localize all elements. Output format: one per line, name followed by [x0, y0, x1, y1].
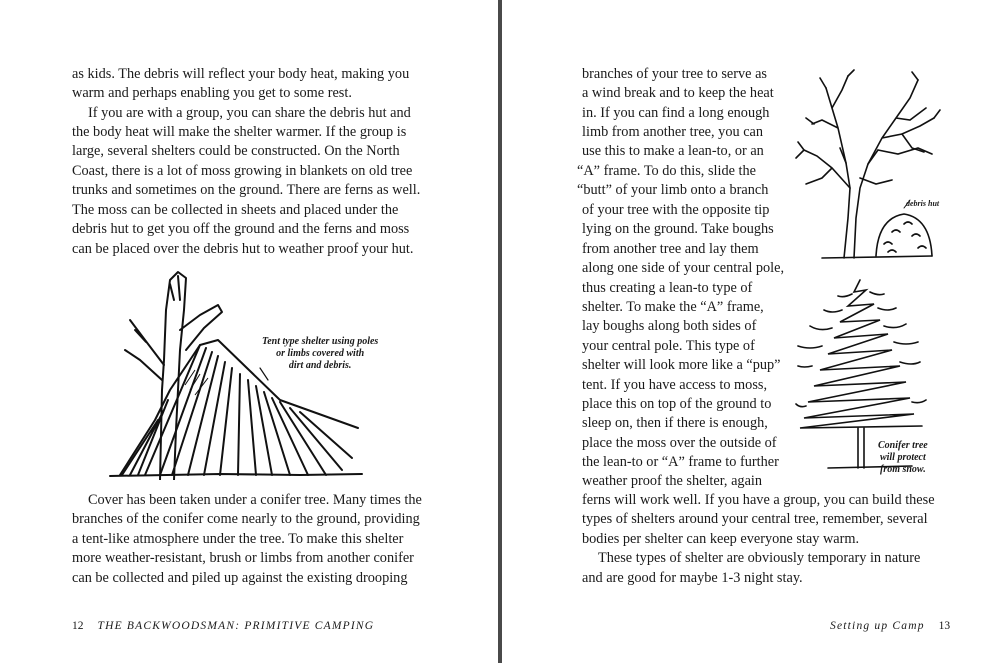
text-line: place the moss over the outside of [582, 435, 777, 451]
tent-figure-caption: Tent type shelter using poles or limbs covered with dirt and debris. [262, 336, 379, 371]
text-line: Cover has been taken under a conifer tree. Many times the [88, 492, 422, 508]
text-line: sleep on, then if there is enough, [582, 415, 768, 431]
text-line: branches of your tree to serve as [582, 66, 767, 82]
tent-shelter-illustration [100, 270, 370, 480]
text-line: a wind break and to keep the heat [582, 85, 774, 101]
text-line: shelter will look more like a “pup” [582, 357, 781, 373]
text-line: “butt” of your limb onto a branch [577, 182, 769, 198]
text-line: place this on top of the ground to [582, 396, 772, 412]
text-line: debris hut to get you off the ground and the ferns and moss [72, 221, 410, 237]
text-line: large, several shelters could be constructed. On the North [72, 143, 400, 159]
text-line: the lean-to or “A” frame to further [582, 454, 779, 470]
text-line: and are good for maybe 1-3 night stay. [582, 570, 803, 586]
text-line: These types of shelter are obviously temporary in nature [598, 550, 921, 566]
text-line: ferns will work well. If you have a group, you can build these [582, 492, 935, 508]
text-line: more weather-resistant, brush or limbs from another conifer [72, 550, 414, 566]
text-line: from another tree and lay them [582, 241, 759, 257]
text-line: types of shelters around your central tree, remember, several [582, 511, 928, 527]
text-line: lay boughs along both sides of [582, 318, 757, 334]
text-line: “A” frame. To do this, slide the [577, 163, 756, 179]
running-head: Setting up Camp [830, 620, 925, 632]
conifer-tree-illustration [792, 278, 952, 473]
left-footer [72, 620, 374, 632]
right-page [502, 0, 1000, 663]
text-line: weather proof the shelter, again [582, 473, 763, 489]
text-line: can be placed over the debris hut to weather proof your hut. [72, 241, 414, 257]
running-head: THE BACKWOODSMAN: PRIMITIVE CAMPING [97, 620, 375, 632]
left-page [0, 0, 498, 663]
text-line: thus creating a lean-to type of [582, 280, 753, 296]
text-line: If you are with a group, you can share the debris hut and [88, 105, 411, 121]
text-line: Coast, there is a lot of moss growing in blankets on old tree [72, 163, 413, 179]
text-line: limb from another tree, you can [582, 124, 764, 140]
text-line: The moss can be collected in sheets and placed under the [72, 202, 399, 218]
page-number: 12 [72, 620, 84, 632]
text-line: warm and perhaps enabling you get to some rest. [72, 85, 352, 101]
text-line: trunks and sometimes on the ground. There are ferns as well. [72, 182, 421, 198]
text-line: branches of the conifer come nearly to the ground, providing [72, 511, 420, 527]
text-line: the body heat will make the shelter warmer. If the group is [72, 124, 407, 140]
text-line: can be collected and piled up against the existing drooping [72, 570, 408, 586]
page-number: 13 [938, 620, 951, 632]
debris-hut-label: debris hut [906, 199, 940, 208]
text-line: in. If you can find a long enough [582, 105, 770, 121]
text-line: bodies per shelter can keep everyone stay warm. [582, 531, 860, 547]
bare-tree-debris-hut-illustration [792, 68, 942, 268]
text-line: lying on the ground. Take boughs [582, 221, 774, 237]
text-line: tent. If you have access to moss, [582, 377, 768, 393]
text-line: of your tree with the opposite tip [582, 202, 770, 218]
text-line: shelter. To make the “A” frame, [582, 299, 764, 315]
text-line: along one side of your central pole, [582, 260, 785, 276]
conifer-figure-caption: Conifer tree will protect from snow. [878, 440, 928, 475]
text-line: a tent-like atmosphere under the tree. To make this shelter [72, 531, 404, 547]
right-footer [830, 620, 950, 632]
text-line: your central pole. This type of [582, 338, 755, 354]
text-line: use this to make a lean-to, or an [582, 143, 764, 159]
text-line: as kids. The debris will reflect your body heat, making you [72, 66, 410, 82]
